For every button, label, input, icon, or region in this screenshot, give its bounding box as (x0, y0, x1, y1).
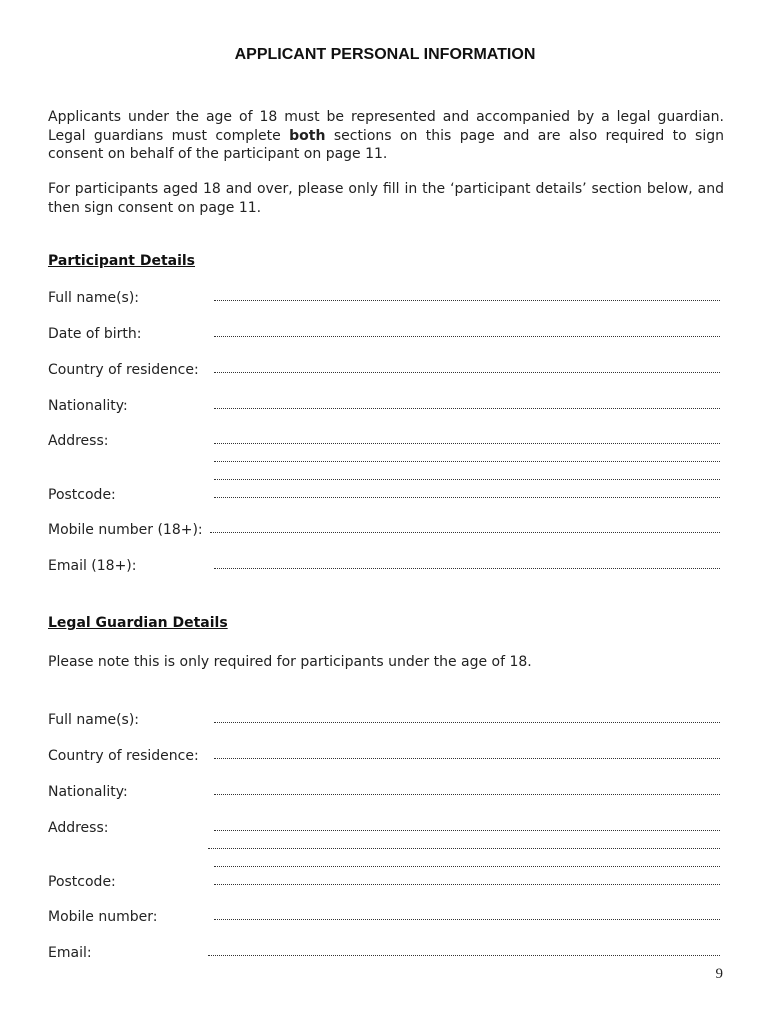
guardian-nationality-label: Nationality: (48, 784, 128, 800)
guardian-mobile-field[interactable] (214, 919, 720, 920)
guardian-country-label: Country of residence: (48, 748, 199, 764)
intro-paragraph-2: For participants aged 18 and over, please only fill in the ‘participant details’ section below, and then sign consent on page 11. (48, 181, 724, 216)
participant-nationality-field[interactable] (214, 408, 720, 409)
guardian-address-row-2 (48, 838, 720, 858)
guardian-full-name-label: Full name(s): (48, 712, 140, 728)
participant-country-field[interactable] (214, 372, 720, 373)
participant-address-row-3 (48, 469, 720, 489)
guardian-address-field-3[interactable] (214, 866, 720, 867)
guardian-full-name-field[interactable] (214, 722, 720, 723)
guardian-email-row (48, 945, 720, 965)
guardian-address-field-2[interactable] (208, 848, 720, 849)
guardian-country-field[interactable] (214, 758, 720, 759)
intro-text-b: sections on this page and are also required to sign consent on behalf of the participant on page 11. (48, 127, 724, 162)
guardian-mobile-label: Mobile number: (48, 909, 158, 925)
participant-details-heading: Participant Details (48, 253, 196, 269)
participant-postcode-row (48, 487, 720, 507)
participant-full-name-label: Full name(s): (48, 290, 140, 306)
participant-dob-field[interactable] (214, 336, 720, 337)
guardian-details-heading: Legal Guardian Details (48, 615, 228, 631)
participant-postcode-label: Postcode: (48, 487, 116, 503)
guardian-address-row-3 (48, 856, 720, 876)
participant-dob-row (48, 326, 720, 346)
guardian-note: Please note this is only required for participants under the age of 18. (48, 654, 532, 670)
participant-mobile-row (48, 522, 720, 542)
participant-mobile-label: Mobile number (18+): (48, 522, 203, 538)
guardian-postcode-row (48, 874, 720, 894)
guardian-country-row (48, 748, 720, 768)
participant-country-label: Country of residence: (48, 362, 199, 378)
guardian-full-name-row (48, 712, 720, 732)
guardian-address-row (48, 820, 720, 840)
page-title: APPLICANT PERSONAL INFORMATION (234, 46, 536, 63)
intro-paragraph-1 (48, 108, 724, 164)
guardian-mobile-row (48, 909, 720, 929)
participant-address-field-3[interactable] (214, 479, 720, 480)
intro-text-a: Applicants under the age of 18 must be represented and accompanied by a legal guardian. Legal guardians must complete (48, 109, 724, 144)
participant-mobile-field[interactable] (210, 532, 720, 533)
guardian-nationality-field[interactable] (214, 794, 720, 795)
participant-address-label: Address: (48, 433, 109, 449)
participant-email-label: Email (18+): (48, 558, 137, 574)
guardian-email-field[interactable] (208, 955, 720, 956)
participant-full-name-field[interactable] (214, 300, 720, 301)
guardian-nationality-row (48, 784, 720, 804)
participant-address-row (48, 433, 720, 453)
participant-email-field[interactable] (214, 568, 720, 569)
guardian-email-label: Email: (48, 945, 92, 961)
guardian-address-label: Address: (48, 820, 109, 836)
guardian-address-field-1[interactable] (214, 830, 720, 831)
participant-nationality-label: Nationality: (48, 398, 128, 414)
participant-nationality-row (48, 398, 720, 418)
participant-address-field-1[interactable] (214, 443, 720, 444)
guardian-postcode-label: Postcode: (48, 874, 116, 890)
page-number: 9 (715, 966, 723, 982)
guardian-postcode-field[interactable] (214, 884, 720, 885)
participant-country-row (48, 362, 720, 382)
participant-address-row-2 (48, 451, 720, 471)
participant-email-row (48, 558, 720, 578)
participant-dob-label: Date of birth: (48, 326, 142, 342)
intro-bold-word: both (289, 127, 326, 144)
participant-postcode-field[interactable] (214, 497, 720, 498)
participant-address-field-2[interactable] (214, 461, 720, 462)
participant-full-name-row (48, 290, 720, 310)
